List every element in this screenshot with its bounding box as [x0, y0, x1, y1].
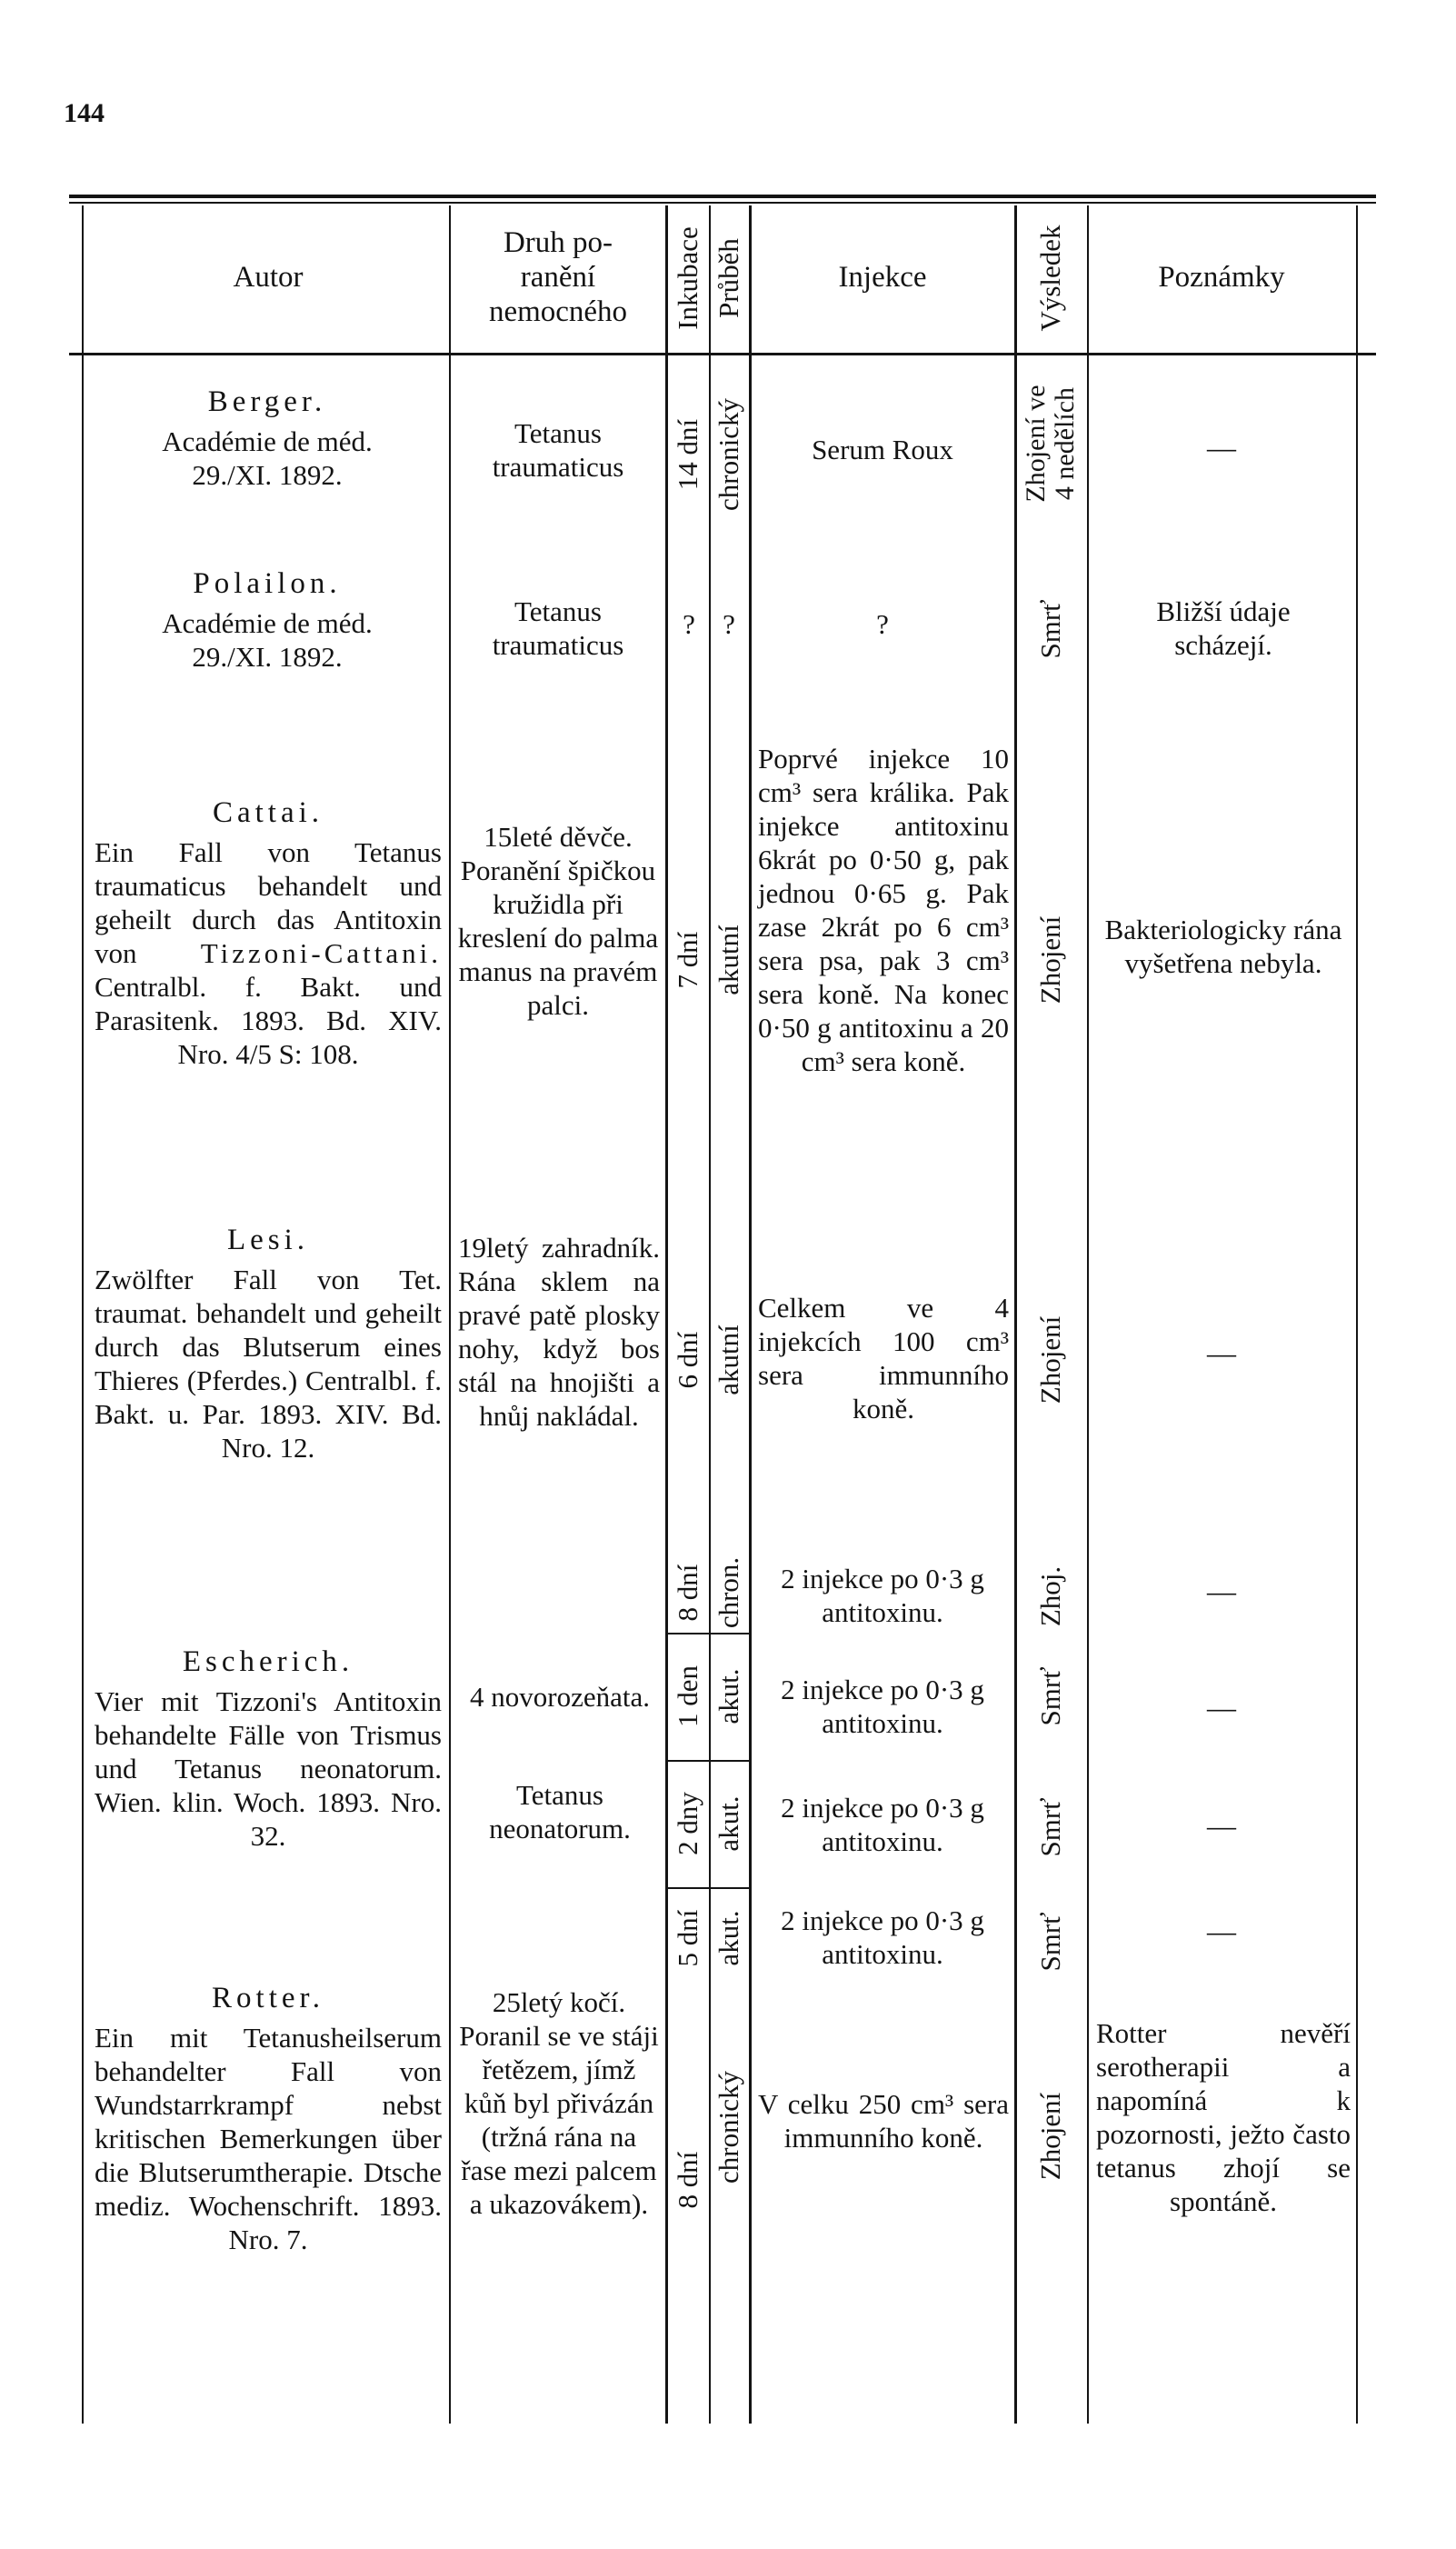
author-reference: Ein Fall von Tetanus traumaticus behandelt und geheilt durch das Antitoxin von — [95, 836, 442, 969]
col-line-inkubace — [709, 205, 711, 2424]
row-escherich-druh-2: Tetanus neonatorum. — [489, 1779, 631, 1844]
top-rule-thin — [69, 202, 1376, 204]
row-polailon-druh: Tetanus traumaticus — [492, 595, 624, 661]
escherich-sub2-injekce: 2 injekce po 0·3 g antitoxinu. — [781, 1674, 984, 1739]
col-line-right — [1356, 205, 1358, 2424]
row-rotter-poznamky: Rotter nevěří serotherapii a napomíná k pozornosti, ježto často tetanus zhojí se spontáně. — [1096, 2017, 1351, 2217]
row-berger-author — [89, 385, 445, 492]
escherich-sub1-vysledek: Zhoj. — [1034, 1565, 1066, 1627]
row-berger-injekce: Serum Roux — [812, 434, 953, 465]
row-lesi-druh: 19letý zahradník. Rána sklem na pravé patě plosky nohy, když bos stál na hnojišti a hnůj nakládal. — [458, 1232, 660, 1432]
escherich-sub4-prubeh: akut. — [713, 1910, 744, 1966]
header-druh: Druh po- ranění nemocného — [488, 226, 628, 328]
row-lesi-injekce: Celkem ve 4 injekcích 100 cm³ sera immunního koně. — [758, 1292, 1009, 1424]
header-injekce: Injekce — [838, 261, 927, 294]
row-polailon-injekce: ? — [876, 608, 889, 640]
header-poznamky: Poznámky — [1158, 261, 1285, 294]
escherich-sub1-inkubace: 8 dní — [672, 1564, 703, 1622]
row-rotter-author — [95, 1982, 442, 2256]
col-line-autor — [449, 205, 451, 2424]
row-rotter-prubeh: chronický — [713, 2071, 744, 2184]
row-berger-poznamky: — — [1207, 431, 1236, 464]
escherich-sub3-inkubace: 2 dny — [672, 1792, 703, 1855]
row-cattai-author — [95, 796, 442, 1071]
row-lesi-poznamky: — — [1207, 1336, 1236, 1369]
header-vysledek: Výsledek — [1034, 225, 1066, 332]
row-cattai-druh: 15leté děvče. Poranění špičkou kružidla při kreslení do palma manus na pravém palci. — [457, 821, 659, 1021]
page-number: 144 — [64, 98, 105, 128]
row-polailon-prubeh: ? — [723, 608, 735, 640]
row-polailon-vysledek: Smrť — [1034, 599, 1066, 659]
top-rule-thick — [69, 195, 1376, 198]
subrow-divider — [667, 1887, 749, 1889]
author-reference: Zwölfter Fall von Tet. traumat. behandelt und geheilt durch das Blutserum eines Thieres (Pferdes.) Centralbl. f. Bakt. u. Par. 1893. XIV. Bd. Nro. 12. — [95, 1264, 442, 1464]
row-lesi-inkubace: 6 dní — [672, 1331, 703, 1389]
row-rotter-vysledek: Zhojení — [1034, 2092, 1066, 2181]
header-autor: Autor — [233, 261, 304, 294]
escherich-sub3-prubeh: akut. — [713, 1795, 744, 1852]
author-name: Escherich. — [182, 1645, 354, 1678]
author-reference: Académie de méd. 29./XI. 1892. — [162, 607, 373, 673]
escherich-sub1-injekce: 2 injekce po 0·3 g antitoxinu. — [781, 1563, 984, 1628]
header-prubeh: Průběh — [713, 238, 744, 318]
row-cattai-injekce: Poprvé injekce 10 cm³ sera králika. Pak injekce antitoxinu 6krát po 0·50 g, pak jednou 0·65 g. Pak zase 2krát po 6 cm³ sera psa, pak 3 cm³ sera koně. Na konec 0·50 g antitoxinu a 20 cm³ sera koně. — [758, 743, 1009, 1077]
subrow-divider — [667, 1760, 749, 1762]
escherich-sub2-inkubace: 1 den — [672, 1664, 703, 1728]
header-inkubace: Inkubace — [672, 226, 703, 330]
row-berger-vysledek: Zhojení ve 4 nedělích — [1021, 385, 1080, 503]
author-name: Cattai. — [212, 796, 324, 829]
row-rotter-inkubace: 8 dní — [672, 2151, 703, 2209]
escherich-sub2-poznamky: — — [1207, 1691, 1236, 1724]
author-name: Berger. — [207, 385, 327, 418]
row-lesi-prubeh: akutní — [713, 1324, 744, 1395]
row-escherich-author — [95, 1645, 442, 1853]
row-cattai-inkubace: 7 dní — [672, 931, 703, 989]
escherich-sub4-injekce: 2 injekce po 0·3 g antitoxinu. — [781, 1904, 984, 1970]
col-line-druh — [665, 205, 668, 2424]
author-reference: Académie de méd. 29./XI. 1892. — [162, 425, 373, 491]
col-line-vysledek — [1087, 205, 1089, 2424]
escherich-sub3-injekce: 2 injekce po 0·3 g antitoxinu. — [781, 1792, 984, 1857]
escherich-sub1-prubeh: chron. — [713, 1556, 744, 1629]
escherich-sub2-vysledek: Smrť — [1034, 1666, 1066, 1726]
row-berger-druh: Tetanus traumaticus — [492, 417, 624, 483]
escherich-sub2-prubeh: akut. — [713, 1668, 744, 1724]
author-reference-source: Centralbl. f. Bakt. und Parasitenk. 1893. Bd. XIV. Nro. 4/5 S: 108. — [95, 971, 442, 1070]
row-polailon-inkubace: ? — [683, 608, 695, 640]
col-line-prubeh — [749, 205, 752, 2424]
author-reference-names: Tizzoni-Cattani. — [200, 937, 442, 969]
author-reference: Ein mit Tetanusheilserum behandelter Fall von Wundstarrkrampf nebst kritischen Bemerkungen über die Blutserumtherapie. Dtsche mediz. Wochenschrift. 1893. Nro. 7. — [95, 2022, 442, 2255]
escherich-sub4-poznamky: — — [1207, 1914, 1236, 1947]
row-cattai-prubeh: akutní — [713, 925, 744, 995]
escherich-sub4-vysledek: Smrť — [1034, 1912, 1066, 1972]
row-rotter-injekce: V celku 250 cm³ sera immunního koně. — [758, 2088, 1009, 2154]
row-escherich-druh: 4 novorozeňata. — [470, 1681, 650, 1713]
col-line-injekce — [1014, 205, 1017, 2424]
escherich-sub1-poznamky: — — [1207, 1574, 1236, 1607]
row-lesi-author — [95, 1224, 442, 1464]
author-name: Polailon. — [193, 567, 342, 600]
escherich-sub4-inkubace: 5 dní — [672, 1909, 703, 1967]
row-rotter-druh: 25letý kočí. Poranil se ve stáji řetězem, jímž kůň byl přivázán (tržná rána na řase mezi palcem a ukazovákem). — [459, 1986, 659, 2220]
author-name: Lesi. — [226, 1224, 310, 1256]
row-lesi-vysledek: Zhojení — [1034, 1315, 1066, 1404]
escherich-sub3-poznamky: — — [1207, 1809, 1236, 1842]
escherich-sub3-vysledek: Smrť — [1034, 1797, 1066, 1857]
author-reference: Vier mit Tizzoni's Antitoxin behandelte Fälle von Trismus und Tetanus neonatorum. Wien. klin. Woch. 1893. Nro. 32. — [95, 1685, 442, 1852]
row-berger-inkubace: 14 dní — [672, 418, 703, 491]
row-cattai-vysledek: Zhojení — [1034, 915, 1066, 1005]
row-polailon-author — [89, 567, 445, 674]
col-line-left — [82, 205, 84, 2424]
subrow-divider — [667, 1633, 749, 1634]
row-polailon-poznamky: Bližší údaje scházejí. — [1156, 595, 1291, 661]
row-cattai-poznamky: Bakteriologicky rána vyšetřena nebyla. — [1104, 914, 1342, 979]
header-bottom-rule — [69, 353, 1376, 355]
author-name: Rotter. — [212, 1982, 324, 2014]
row-berger-prubeh: chronický — [713, 398, 744, 511]
